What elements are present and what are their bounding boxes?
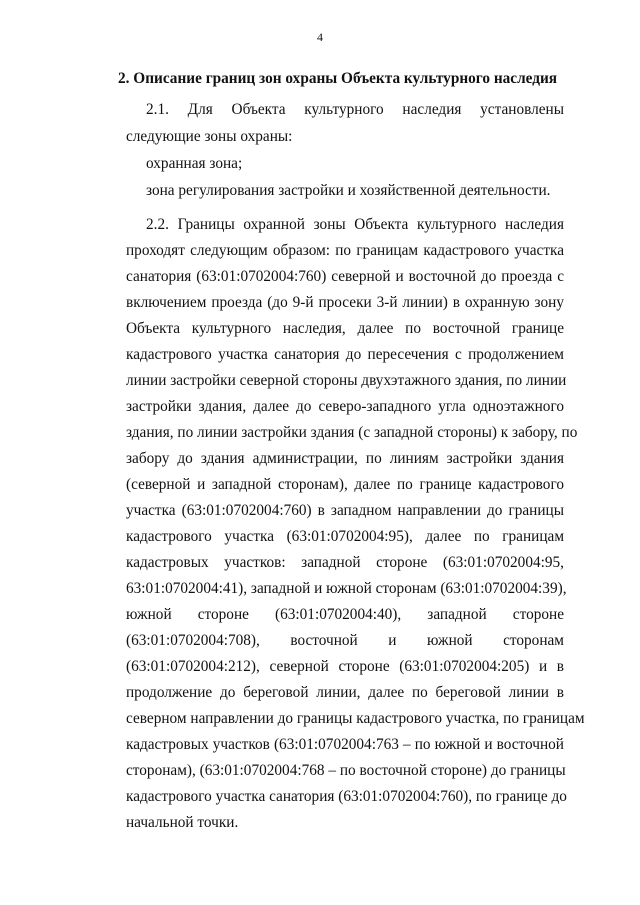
para-2-2-line: линии застройки северной стороны двухэтажного здания, по линии: [126, 372, 567, 389]
para-2-2-line: начальной точки.: [126, 814, 239, 831]
para-2-2-line: кадастрового участка санатория (63:01:0702004:760), по границе до: [126, 788, 567, 805]
para-2-2-line: кадастрового участка санатория до пересечения с продолжением: [126, 346, 564, 363]
page-number: 4: [317, 30, 323, 44]
para-2-2-line: северном направлении до границы кадастрового участка, по границам: [126, 710, 585, 727]
para-2-2-line: санатория (63:01:0702004:760) северной и восточной до проезда с: [126, 268, 564, 285]
para-2-2-line: южной стороне (63:01:0702004:40), западной стороне: [126, 606, 564, 623]
para-2-2-line: сторонам), (63:01:0702004:768 – по восточной стороне) до границы: [126, 762, 566, 779]
para-2-2-line: включением проезда (до 9-й просеки 3-й линии) в охранную зону: [126, 294, 564, 311]
para-2-2-line: кадастровых участков: западной стороне (63:01:0702004:95,: [126, 554, 564, 571]
para-2-2-line: здания, по линии застройки здания (с западной стороны) к забору, по: [126, 424, 578, 441]
para-2-2-line: 2.2. Границы охранной зоны Объекта культурного наследия: [146, 216, 564, 233]
para-2-2-line: (северной и западной сторонам), далее по границе кадастрового: [126, 476, 564, 493]
para-2-2-line: (63:01:0702004:212), северной стороне (63:01:0702004:205) и в: [126, 658, 564, 675]
para-2-1-line: 2.1. Для Объекта культурного наследия установлены: [146, 101, 564, 118]
para-2-2-line: проходят следующим образом: по границам кадастрового участка: [126, 242, 564, 259]
section-heading: 2. Описание границ зон охраны Объекта культурного наследия: [118, 70, 558, 87]
para-2-2-line: 63:01:0702004:41), западной и южной сторонам (63:01:0702004:39),: [126, 580, 567, 597]
para-2-2-line: забору до здания администрации, по линиям застройки здания: [126, 450, 564, 467]
para-2-2-line: (63:01:0702004:708), восточной и южной сторонам: [126, 632, 564, 649]
para-2-2-line: кадастрового участка (63:01:0702004:95), далее по границам: [126, 528, 564, 545]
zone-item: зона регулирования застройки и хозяйственной деятельности.: [146, 182, 551, 199]
zone-item: охранная зона;: [146, 155, 243, 172]
para-2-2-line: участка (63:01:0702004:760) в западном направлении до границы: [126, 502, 564, 519]
para-2-2-line: продолжение до береговой линии, далее по береговой линии в: [126, 684, 564, 701]
para-2-2-line: кадастровых участков (63:01:0702004:763 – по южной и восточной: [126, 736, 564, 753]
para-2-1-line: следующие зоны охраны:: [126, 128, 293, 145]
para-2-2-line: Объекта культурного наследия, далее по восточной границе: [126, 320, 564, 337]
para-2-2-line: застройки здания, далее до северо-западного угла одноэтажного: [126, 398, 564, 415]
